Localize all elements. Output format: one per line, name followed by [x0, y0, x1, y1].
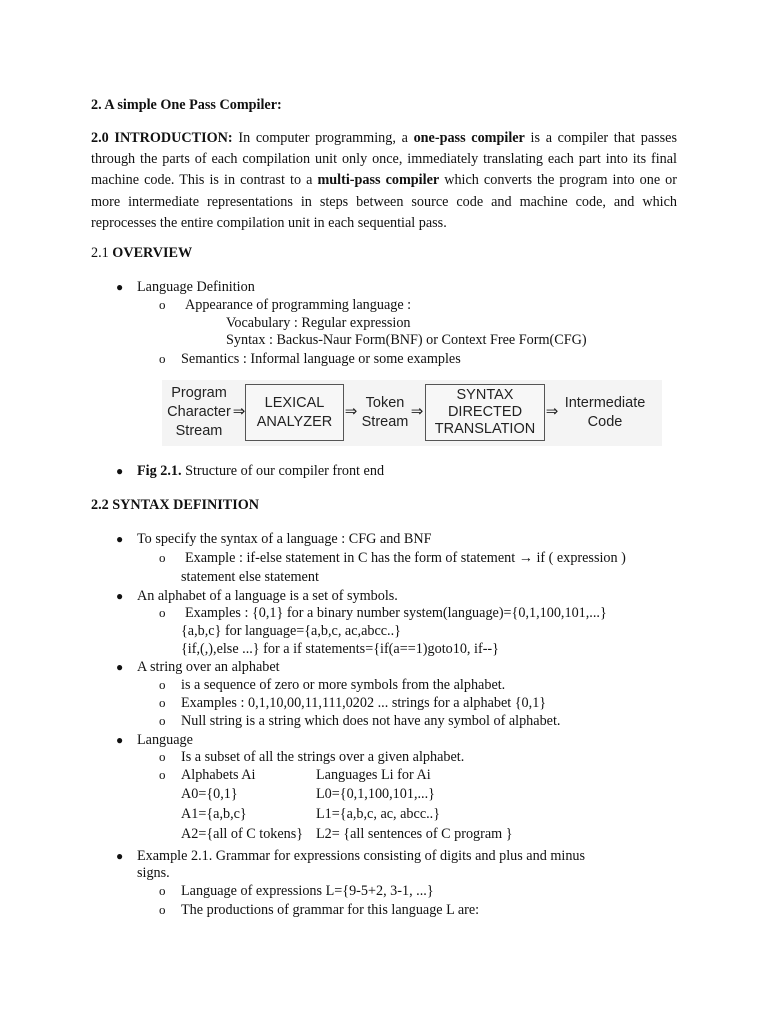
intro-term-multi-pass: multi-pass compiler: [317, 172, 440, 189]
overview-sub-appearance: Appearance of programming language :: [185, 297, 412, 313]
overview-heading-text: OVERVIEW: [112, 245, 193, 261]
string-examples: Examples : 0,1,10,00,11,111,0202 ... strings for a alphabet {0,1}: [181, 695, 547, 711]
lexical-analyzer-line-1: LEXICAL: [264, 395, 325, 411]
diagram-input-line-3: Stream: [175, 423, 223, 439]
intro-text-2: is a compiler that passes through the parts of each compilation unit only once, immediately translating each part into its final machine code. This is in contrast to a: [91, 130, 677, 189]
compiler-front-end-diagram: [162, 380, 662, 446]
bullet-icon: ●: [116, 280, 124, 294]
syntax-bullet-specify: To specify the syntax of a language : CFG and BNF: [137, 531, 432, 547]
double-arrow-icon: ⇒: [545, 403, 559, 420]
string-definition: is a sequence of zero or more symbols from the alphabet.: [181, 677, 506, 693]
intro-label: 2.0 INTRODUCTION:: [91, 130, 233, 146]
double-arrow-icon: ⇒: [410, 403, 424, 420]
bullet-icon: ●: [116, 532, 124, 546]
alphabet-example-2: {a,b,c} for language={a,b,c, ac,abcc..}: [181, 623, 401, 639]
overview-heading-number: 2.1: [91, 245, 113, 261]
double-arrow-icon: ⇒: [344, 403, 358, 420]
languages-column-header: Languages Li for Ai: [316, 767, 431, 783]
sub-bullet-icon: o: [159, 902, 166, 917]
overview-heading: [91, 244, 192, 262]
intermediate-code-line-2: Code: [587, 414, 623, 430]
sub-bullet-icon: o: [159, 677, 166, 692]
sub-bullet-icon: o: [159, 351, 166, 366]
introduction-paragraph: [91, 128, 677, 234]
syntax-definition-heading: 2.2 SYNTAX DEFINITION: [91, 497, 260, 513]
sub-bullet-icon: o: [159, 883, 166, 898]
lexical-analyzer-line-2: ANALYZER: [256, 414, 333, 430]
alphabet-a1: A1={a,b,c}: [181, 806, 247, 822]
syntax-example-if-else-2: statement else statement: [181, 569, 319, 585]
alphabet-a2: A2={all of C tokens}: [181, 826, 304, 842]
grammar-productions: The productions of grammar for this language L are:: [181, 902, 480, 918]
overview-syntax: Syntax : Backus-Naur Form(BNF) or Context Free Form(CFG): [226, 332, 587, 348]
figure-caption: [137, 462, 384, 480]
syntax-directed-translation-box: [425, 384, 545, 441]
alphabets-column-header: Alphabets Ai: [181, 767, 256, 783]
bullet-icon: ●: [116, 464, 124, 478]
example-2-1-line-2: signs.: [137, 865, 170, 881]
sub-bullet-icon: o: [159, 605, 166, 620]
diagram-input-line-1: Program: [171, 385, 227, 401]
example-2-1-line-1: Example 2.1. Grammar for expressions consisting of digits and plus and minus: [137, 848, 586, 864]
syntax-example-if-else-1: Example : if-else statement in C has the form of statement → if ( expression ): [185, 550, 626, 566]
intro-text-3: which converts the program into one or more intermediate representations in steps between source code and machine code, and which reprocesses the entire compilation unit in each sequential pass.: [91, 172, 677, 231]
language-l0: L0={0,1,100,101,...}: [316, 786, 435, 802]
language-l1: L1={a,b,c, ac, abcc..}: [316, 806, 441, 822]
sub-bullet-icon: o: [159, 767, 166, 782]
overview-sub-semantics: Semantics : Informal language or some examples: [181, 351, 461, 367]
figure-label: Fig 2.1.: [137, 463, 182, 479]
intermediate-code-line-1: Intermediate: [564, 395, 646, 411]
overview-item-language-definition: Language Definition: [137, 279, 255, 295]
bullet-icon: ●: [116, 589, 124, 603]
token-stream-label: [360, 394, 410, 432]
syntax-directed-translation-label: [426, 387, 544, 438]
alphabet-example-3: {if,(,),else ...} for a if statements={if(a==1)goto10, if--}: [181, 641, 499, 657]
overview-vocabulary: Vocabulary : Regular expression: [226, 315, 411, 331]
intermediate-code-label: [562, 394, 648, 432]
token-stream-line-1: Token: [365, 395, 405, 411]
language-definition: Is a subset of all the strings over a given alphabet.: [181, 749, 465, 765]
diagram-input-label: [162, 384, 236, 441]
syntax-bullet-string: A string over an alphabet: [137, 659, 280, 675]
alphabet-example-1: Examples : {0,1} for a binary number system(language)={0,1,100,101,...}: [185, 605, 607, 621]
token-stream-line-2: Stream: [361, 414, 409, 430]
alphabet-a0: A0={0,1}: [181, 786, 238, 802]
sdt-line-1: SYNTAX: [456, 387, 514, 403]
bullet-icon: ●: [116, 660, 124, 674]
null-string: Null string is a string which does not have any symbol of alphabet.: [181, 713, 561, 729]
diagram-input-line-2: Character: [167, 404, 231, 420]
lexical-analyzer-label: [246, 394, 343, 432]
sdt-line-2: DIRECTED: [447, 404, 523, 420]
intro-term-one-pass: one-pass compiler: [413, 130, 525, 146]
sdt-line-3: TRANSLATION: [434, 421, 536, 437]
figure-caption-text: Structure of our compiler front end: [181, 463, 385, 479]
syntax-bullet-alphabet: An alphabet of a language is a set of symbols.: [137, 588, 398, 604]
section-title: 2. A simple One Pass Compiler:: [91, 97, 282, 113]
bullet-icon: ●: [116, 849, 124, 863]
syntax-bullet-language: Language: [137, 732, 193, 748]
lexical-analyzer-box: [245, 384, 344, 441]
double-arrow-icon: ⇒: [232, 403, 246, 420]
language-l2: L2= {all sentences of C program }: [316, 826, 513, 842]
bullet-icon: ●: [116, 733, 124, 747]
sub-bullet-icon: o: [159, 713, 166, 728]
expression-language: Language of expressions L={9-5+2, 3-1, ...}: [181, 883, 434, 899]
sub-bullet-icon: o: [159, 695, 166, 710]
intro-text-1: In computer programming, a: [232, 130, 414, 146]
sub-bullet-icon: o: [159, 297, 166, 312]
sub-bullet-icon: o: [159, 749, 166, 764]
sub-bullet-icon: o: [159, 550, 166, 565]
